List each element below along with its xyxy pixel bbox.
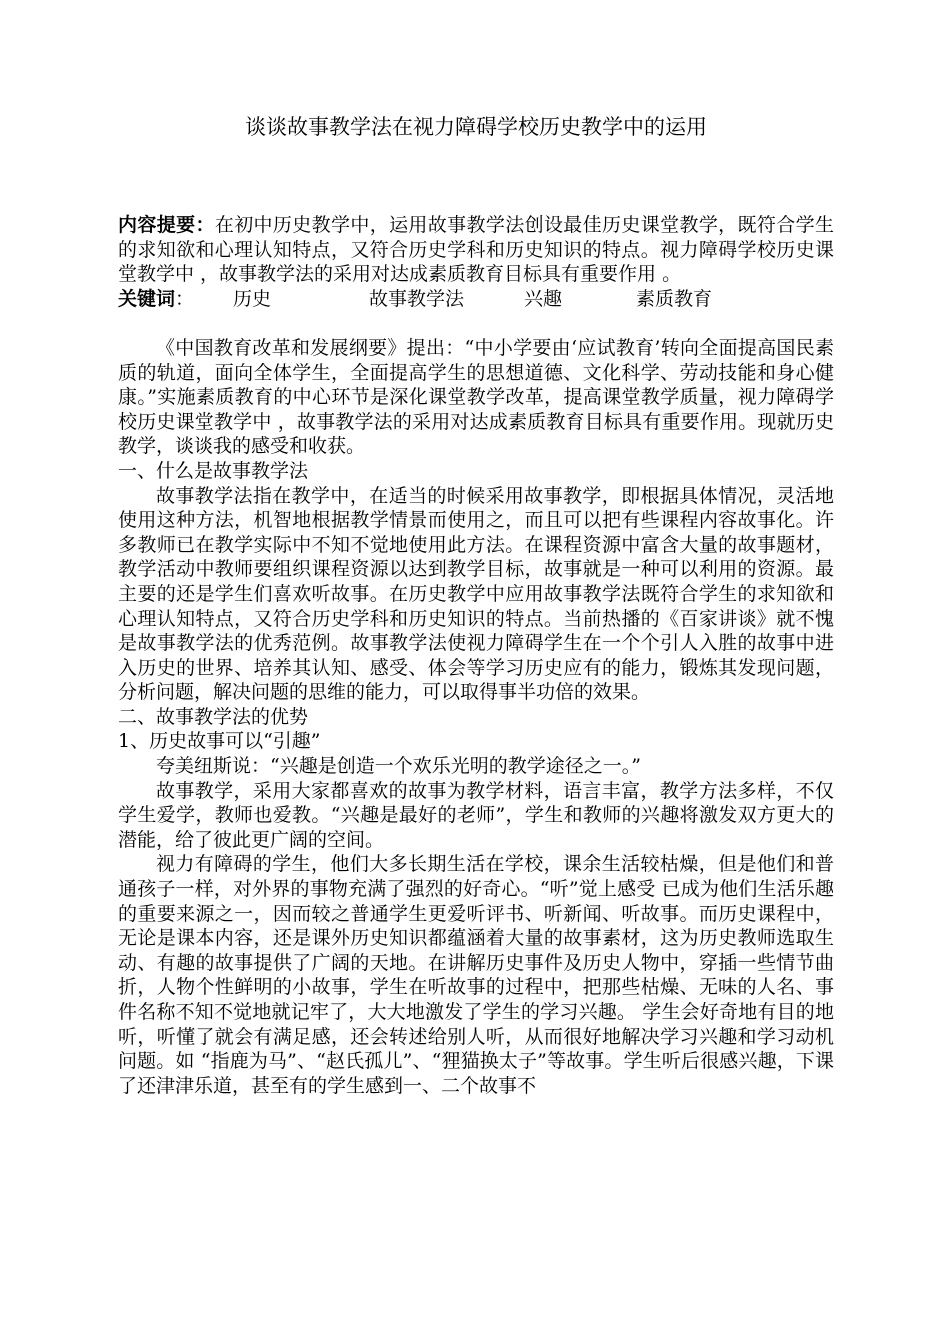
abstract-colon: ： xyxy=(195,214,215,236)
keyword-item: 素质教育 xyxy=(636,287,713,310)
keywords-colon: ： xyxy=(175,287,195,310)
document-body xyxy=(118,213,834,1098)
keyword-item: 故事教学法 xyxy=(369,287,465,310)
keyword-item: 历史 xyxy=(233,287,272,310)
body-paragraph: 视力有障碍的学生，他们大多长期生活在学校，课余生活较枯燥，但是他们和普通孩子一样，对外界的事物充满了强烈的好奇心。“听”觉上感受 已成为他们生活乐趣的重要来源之一，因而较之普通学生更爱听评书、听新闻、听故事。而历史课程中，无论是课本内容，还是课外历史知识都蕴涵着大量的故事素材，这为历史教师选取生动、有趣的故事提供了广阔的天地。在讲解历史事件及历史人物中，穿插一些情节曲折，人物个性鲜明的小故事，学生在听故事的过程中，把那些枯燥、无味的人名、事件名称不知不觉地就记牢了，大大地激发了学生的学习兴趣。 学生会好奇地有目的地听，听懂了就会有满足感，还会转述给别人听，从而很好地解决学习兴趣和学习动机问题。如 “指鹿为马”、“赵氏孤儿”、“狸猫换太子”等故事。学生听后很感兴趣，下课了还津津乐道，甚至有的学生感到一、二个故事不 xyxy=(118,853,834,1097)
keyword-item: 兴趣 xyxy=(524,287,563,310)
section-heading-1: 一、什么是故事教学法 xyxy=(118,459,309,482)
abstract-label: 内容提要 xyxy=(118,214,196,236)
keywords-line xyxy=(118,287,834,312)
abstract-text: 在初中历史教学中，运用故事教学法创设最佳历史课堂教学，既符合学生的求知欲和心理认知特点，又符合历史学科和历史知识的特点。视力障碍学校历史课堂教学中 ，故事教学法的采用对达成素质教育目标具有重要作用 。 xyxy=(118,214,834,286)
intro-paragraph: 《中国教育改革和发展纲要》提出：“中小学要由‘应试教育’转向全面提高国民素质的轨道，面向全体学生，全面提高学生的思想道德、文化科学、劳动技能和身心健康。”实施素质教育的中心环节是深化课堂教学改革，提高课堂教学质量，视力障碍学校历史课堂教学中 ，故事教学法的采用对达成素质教育目标具有重要作用。现就历史教学，谈谈我的感受和收获。 xyxy=(118,336,834,458)
quote-paragraph: 夸美纽斯说：“兴趣是创造一个欢乐光明的教学途径之一。” xyxy=(156,755,641,778)
body-paragraph: 故事教学法指在教学中，在适当的时候采用故事教学，即根据具体情况，灵活地使用这种方法，机智地根据教学情景而使用之，而且可以把有些课程内容故事化。许多教师已在教学实际中不知不觉地使用此方法。在课程资源中富含大量的故事题材，教学活动中教师要组织课程资源以达到教学目标，故事就是一种可以利用的资源。最主要的还是学生们喜欢听故事。在历史教学中应用故事教学法既符合学生的求知欲和心理认知特点，又符合历史学科和历史知识的特点。当前热播的《百家讲谈》就不愧是故事教学法的优秀范例。故事教学法使视力障碍学生在一个个引人入胜的故事中进入历史的世界、培养其认知、感受、体会等学习历史应有的能力，锻炼其发现问题，分析问题，解决问题的思维的能力，可以取得事半功倍的效果。 xyxy=(118,484,834,704)
document-title: 谈谈故事教学法在视力障碍学校历史教学中的运用 xyxy=(245,115,707,139)
subsection-heading-1: 1、历史故事可以“引趣” xyxy=(118,730,321,753)
abstract-paragraph xyxy=(118,213,834,287)
section-heading-2: 二、故事教学法的优势 xyxy=(118,705,309,728)
body-paragraph: 故事教学，采用大家都喜欢的故事为教学材料，语言丰富，教学方法多样，不仅学生爱学，教师也爱教。“兴趣是最好的老师”，学生和教师的兴趣将激发双方更大的潜能，给了彼此更广阔的空间。 xyxy=(118,779,834,851)
blank-line xyxy=(118,311,834,336)
keywords-label: 关键词 xyxy=(118,287,176,310)
